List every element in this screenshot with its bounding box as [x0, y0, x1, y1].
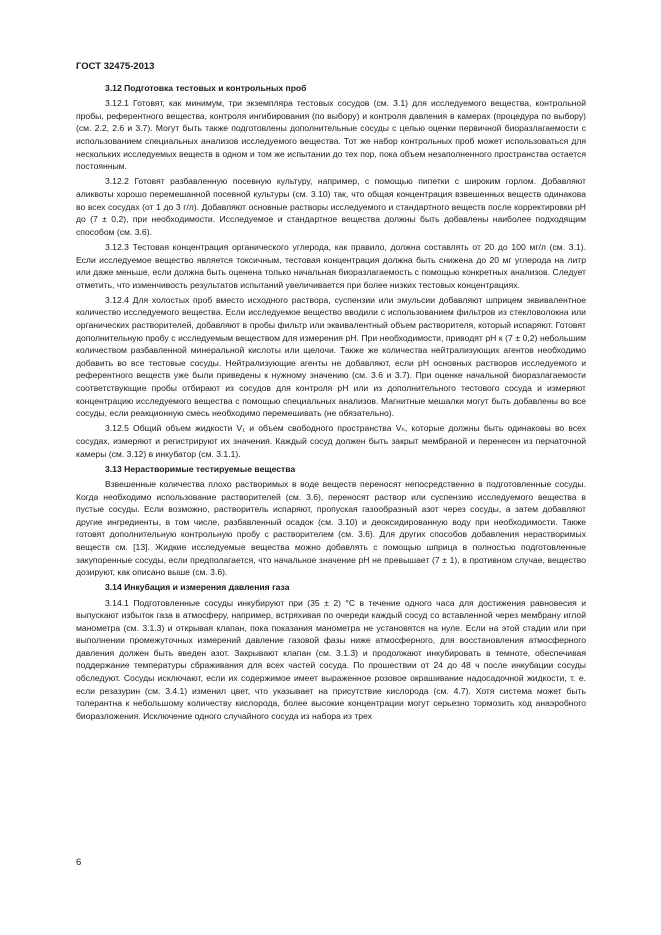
paragraph: 3.12.5 Общий объем жидкости V₁ и объем свободного пространства Vₕ, которые должны быть одинаковы во всех сосудах, измеряют и регистрируют их значения. Каждый сосуд должен быть закрыт мембраной и перенесен из перчаточной камеры (см. 3.12) в инкубатор (см. 3.1.1).	[76, 423, 586, 459]
document-body	[76, 82, 586, 725]
page-number: 6	[76, 857, 82, 868]
paragraph: 3.12.3 Тестовая концентрация органического углерода, как правило, должна составлять от 20 до 100 мг/л (см. 3.1). Если исследуемое вещество является токсичным, тестовая концентрация должна быть снижена до 20 мг углерода на литр или даже меньше, если должна быть оценена только начальная биоразлагаемость с помощью конкретных анализов. Следует отметить, что изменчивость результатов испытаний увеличивается при более низких тестовых концентрациях.	[76, 241, 586, 290]
paragraph: 3.12.1 Готовят, как минимум, три экземпляра тестовых сосудов (см. 3.1) для исследуемого вещества, контрольной пробы, референтного вещества, контроля ингибирования (по выбору) и контроля давления в камерах (процедура по выбору) (см. 2.2, 2.6 и 3.7). Могут быть также подготовлены дополнительные сосуды с целью оценки первичной биоразлагаемости с использованием специальных анализов исследуемого вещества. Тот же набор контрольных проб может использоваться для нескольких исследуемых веществ в одном и том же испытании до тех пор, пока объем незаполненного пространства остается постоянным.	[76, 98, 586, 172]
document-header: ГОСТ 32475-2013	[76, 61, 155, 72]
paragraph: 3.12.4 Для холостых проб вместо исходного раствора, суспензии или эмульсии добавляют шприцем эквивалентное количество исследуемого вещества. Если исследуемое вещество вводили с использованием фильтров из стекловолокна или органических растворителей, добавляют в пробы фильтр или эквивалентный объем растворителя, который испаряют. Готовят дополнительную пробу с исследуемым веществом для измерения pH. При необходимости, приводят pH к (7 ± 0,2) небольшим количеством разбавленной минеральной кислоты или щелочи. Также же количества нейтрализующих агентов необходимо добавить во все тестовые сосуды. Нейтрализующие агенты не добавляют, если pH основных растворов исследуемого и референтного веществ уже были приведены к нужному значению (см. 3.6 и 3.7). При оценке начальной биоразлагаемости соответствующие пробы отбирают из сосудов для контроля pH или из дополнительного тестового сосуда и измеряют концентрацию исследуемого вещества с помощью специальных анализов. Магнитные мешалки могут быть добавлены во все сосуды, если реакционную смесь необходимо перемешивать (не обязательно).	[76, 294, 586, 419]
section-heading: 3.14 Инкубация и измерения давления газа	[105, 582, 290, 593]
paragraph: Взвешенные количества плохо растворимых в воде веществ переносят непосредственно в подготовленные сосуды. Когда необходимо использование растворителей (см. 3.6), переносят раствор или суспензию исследуемого вещества в пустые сосуды. Если возможно, растворитель испаряют, пропуская газообразный азот через сосуды, а затем добавляют другие ингредиенты, в том числе, разбавленный осадок (см. 3.10) и деоксидированную воду при необходимости. Также готовят дополнительную контрольную пробу с растворителем (см. 3.6). Для других способов добавления нерастворимых веществ см. [13]. Жидкие исследуемые вещества можно добавлять с помощью шприца в полностью подготовленные закупоренные сосуды, если предполагается, что начальное значение pH не превышает (7 ± 1), в противном случае, вещество дозируют, как описано выше (см. 3.6).	[76, 478, 586, 578]
paragraph: 3.14.1 Подготовленные сосуды инкубируют при (35 ± 2) °С в течение одного часа для достижения равновесия и выпускают избыток газа в атмосферу, например, встряхивая по очереди каждый сосуд со вставленной через мембрану иглой манометра (см. 3.1.3) и открывая клапан, пока показания манометра не установятся на нуле. Если на этой стадии или при выполнении промежуточных измерений давление газовой фазы ниже атмосферного, для восстановления атмосферного давления должен быть введен азот. Закрывают клапан (см. 3.1.3) и продолжают инкубировать в темноте, обеспечивая поддержание температуры сбраживания для всех частей сосуда. По прошествии от 24 до 48 ч после инкубации сосуды обследуют. Сосуды исключают, если их содержимое имеет выраженное розовое окрашивание надосадочной жидкости, т. е. если резазурин (см. 3.4.1) изменил цвет, что указывает на присутствие кислорода (см. 4.7). Хотя система может быть толерантна к небольшому количеству кислорода, более высокие концентрации могут серьезно тормозить ход анаэробного биоразложения. Исключение одного случайного сосуда из набора из трех	[76, 597, 586, 721]
paragraph: 3.12.2 Готовят разбавленную посевную культуру, например, с помощью пипетки с широким горлом. Добавляют аликвоты хорошо перемешанной посевной культуры (см. 3.10) так, что общая концентрация взвешенных веществ одинакова во всех сосудах (от 1 до 3 г/л). Добавляют основные растворы исследуемого и стандартного веществ после корректировки pH до (7 ± 0,2), при необходимости. Исследуемое и стандартное вещества должны быть добавлены наиболее подходящим способом (см. 3.6).	[76, 176, 586, 237]
section-heading: 3.13 Нерастворимые тестируемые вещества	[105, 463, 296, 474]
section-heading: 3.12 Подготовка тестовых и контрольных проб	[105, 83, 307, 93]
